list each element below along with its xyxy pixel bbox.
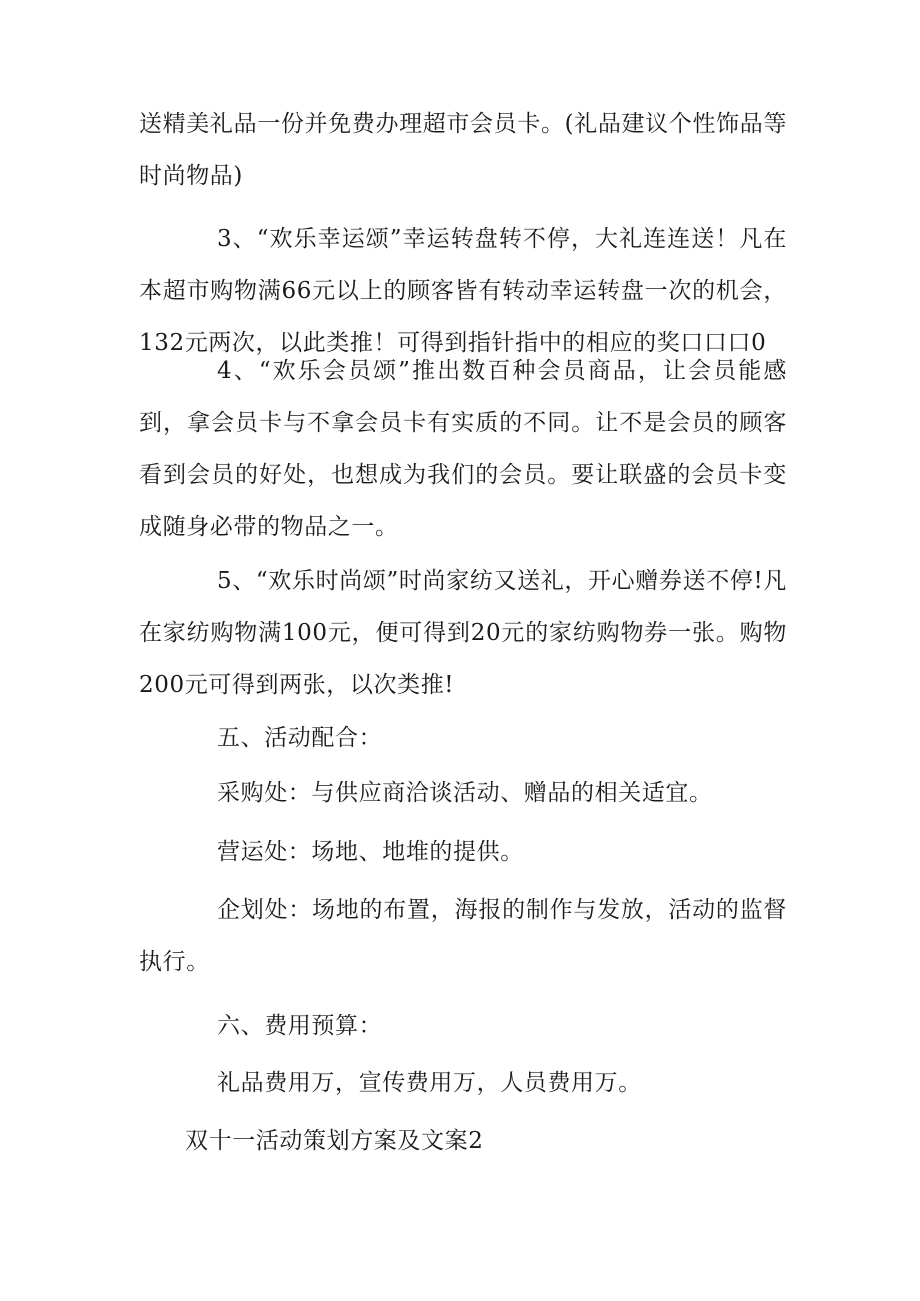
paragraph-operations: 营运处：场地、地堆的提供。 — [217, 839, 524, 865]
section-title: 双十一活动策划方案及文案2 — [185, 1128, 484, 1154]
paragraph-home-textile: 5、“欢乐时尚颂”时尚家纺又送礼，开心赠券送不停!凡在家纺购物满100元，便可得到20元的家纺购物券一张。购物200元可得到两张，以次类推! — [139, 568, 787, 698]
paragraph-member-goods: 4、“欢乐会员颂”推出数百种会员商品，让会员能感到，拿会员卡与不拿会员卡有实质的不同。让不是会员的顾客看到会员的好处，也想成为我们的会员。要让联盛的会员卡变成随身必带的物品之一。 — [139, 358, 787, 540]
paragraph-budget-items: 礼品费用万，宣传费用万，人员费用万。 — [217, 1070, 642, 1096]
paragraph-purchasing: 采购处：与供应商洽谈活动、赠品的相关适宜。 — [217, 780, 713, 806]
heading-activity-cooperation: 五、活动配合： — [217, 725, 383, 751]
heading-budget: 六、费用预算： — [217, 1013, 383, 1039]
paragraph-lucky-wheel: 3、“欢乐幸运颂”幸运转盘转不停，大礼连连送！凡在本超市购物满66元以上的顾客皆有转动幸运转盘一次的机会，132元两次，以此类推！可得到指针指中的相应的奖口口口0 — [139, 226, 787, 356]
paragraph-planning: 企划处：场地的布置，海报的制作与发放，活动的监督执行。 — [139, 897, 787, 975]
paragraph-gift-membership: 送精美礼品一份并免费办理超市会员卡。(礼品建议个性饰品等时尚物品) — [139, 111, 787, 189]
